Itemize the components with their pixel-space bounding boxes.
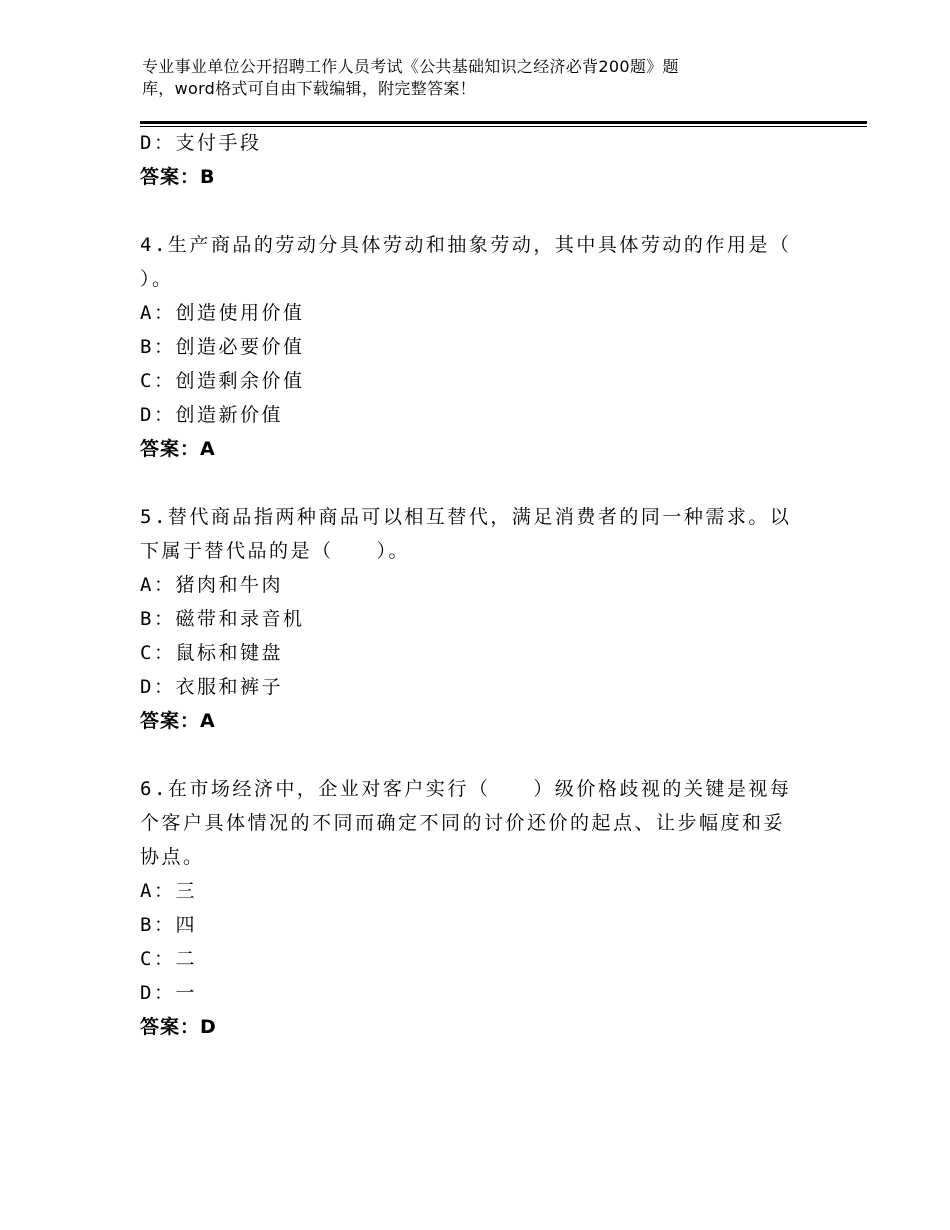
question-stem-line: 协点。 xyxy=(140,846,205,868)
option-d: D：一 xyxy=(140,982,197,1004)
option-d: D：创造新价值 xyxy=(140,404,283,426)
spacer xyxy=(140,466,800,500)
question-5 xyxy=(140,500,800,738)
question-stem-line: 6.在市场经济中，企业对客户实行（ ）级价格歧视的关键是视每 xyxy=(140,778,792,800)
option-d: D：衣服和裤子 xyxy=(140,676,283,698)
q3-option-d: D：支付手段 xyxy=(140,132,262,154)
document-body xyxy=(140,126,800,1044)
question-stem-line: 4.生产商品的劳动分具体劳动和抽象劳动，其中具体劳动的作用是（ xyxy=(140,234,792,256)
question-stem-line: ）。 xyxy=(140,268,174,290)
option-a: A：创造使用价值 xyxy=(140,302,305,324)
question-6 xyxy=(140,772,800,1044)
header-line-1: 专业事业单位公开招聘工作人员考试《公共基础知识之经济必背200题》题 xyxy=(142,57,679,76)
header-line-2: 库，word格式可自由下载编辑，附完整答案！ xyxy=(142,79,476,98)
option-c: C：创造剩余价值 xyxy=(140,370,305,392)
option-b: B：创造必要价值 xyxy=(140,336,305,358)
header-rule-thick xyxy=(140,121,867,124)
option-a: A：猪肉和牛肉 xyxy=(140,574,283,596)
option-b: B：磁带和录音机 xyxy=(140,608,305,630)
answer-label: 答案：D xyxy=(140,1016,217,1038)
option-c: C：二 xyxy=(140,948,197,970)
spacer xyxy=(140,194,800,228)
document-header xyxy=(142,56,782,100)
spacer xyxy=(140,738,800,772)
question-4 xyxy=(140,228,800,466)
question-stem-line: 5.替代商品指两种商品可以相互替代，满足消费者的同一种需求。以 xyxy=(140,506,792,528)
q3-answer: 答案：B xyxy=(140,166,216,188)
answer-label: 答案：A xyxy=(140,438,216,460)
question-stem-line: 个客户具体情况的不同而确定不同的讨价还价的起点、让步幅度和妥 xyxy=(140,812,786,834)
option-b: B：四 xyxy=(140,914,197,936)
option-a: A：三 xyxy=(140,880,197,902)
question-stem-line: 下属于替代品的是（ ）。 xyxy=(140,540,411,562)
option-c: C：鼠标和键盘 xyxy=(140,642,283,664)
answer-label: 答案：A xyxy=(140,710,216,732)
